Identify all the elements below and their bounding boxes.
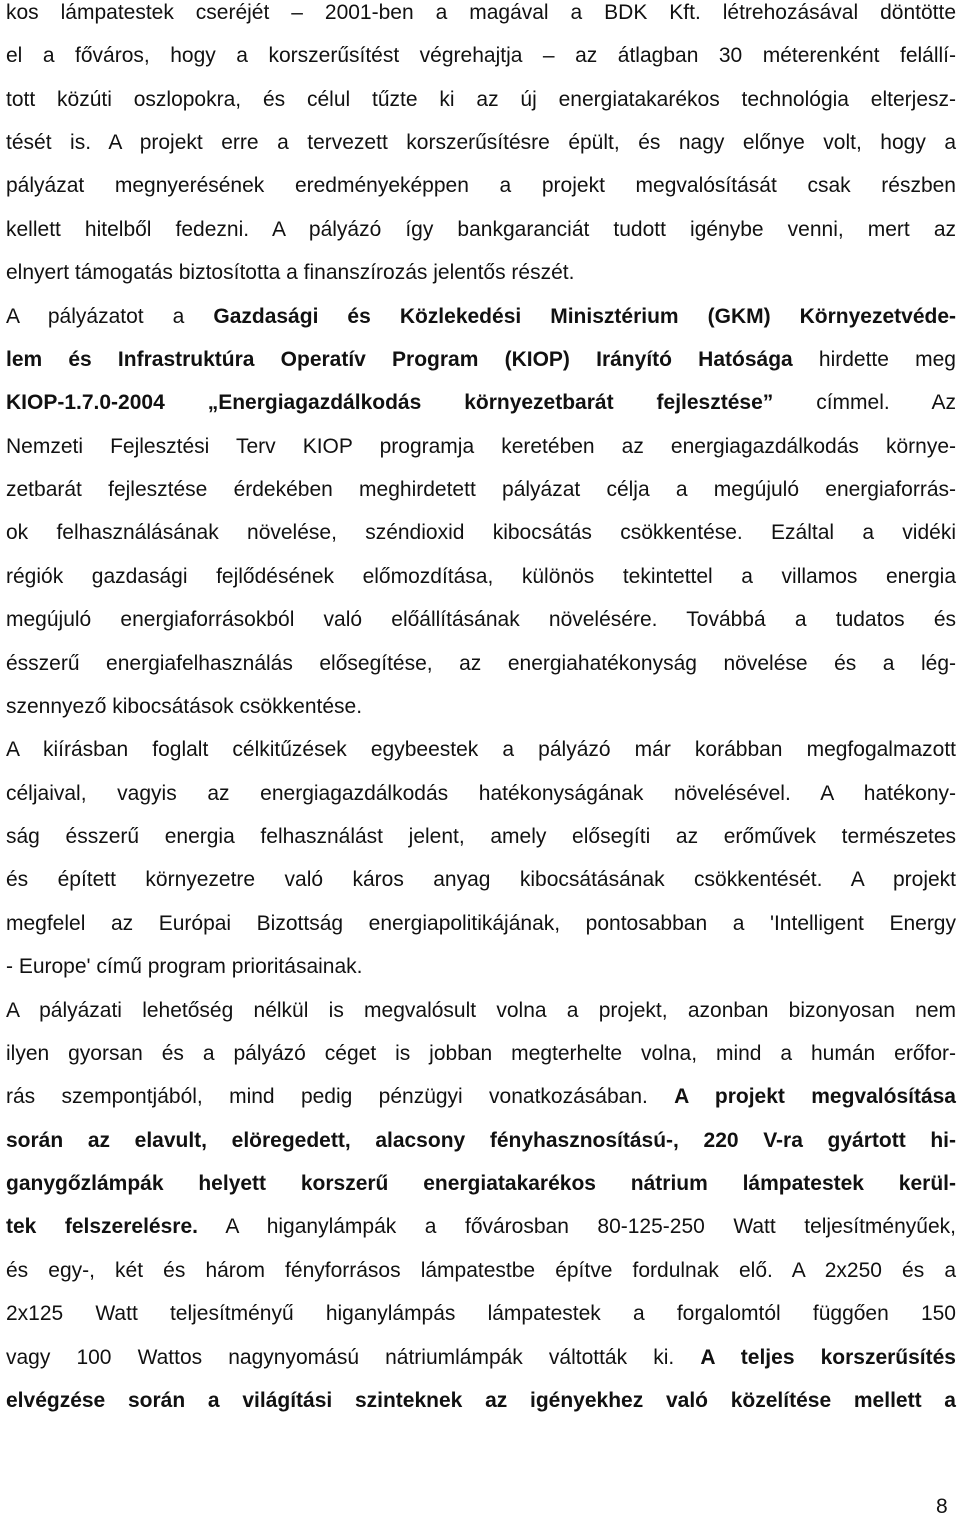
text-line: vagy 100 Wattos nagynyomású nátriumlámpák váltották ki. A teljes korszerűsítés xyxy=(6,1346,956,1369)
text-line: tését is. A projekt erre a tervezett korszerűsítésre épült, és nagy előnye volt, hogy a xyxy=(6,131,956,154)
text-line: tott közúti oszlopokra, és célul tűzte ki az új energiatakarékos technológia elterjesz- xyxy=(6,88,956,111)
text-line: céljaival, vagyis az energiagazdálkodás hatékonyságának növelésével. A hatékony- xyxy=(6,782,956,805)
text-line: elvégzése során a világítási szinteknek az igényekhez való közelítése mellett a xyxy=(6,1389,956,1412)
text-line: elnyert támogatás biztosította a finanszírozás jelentős részét. xyxy=(6,261,575,284)
text-line: ok felhasználásának növelése, széndioxid kibocsátás csökkentése. Ezáltal a vidéki xyxy=(6,521,956,544)
text-line: ganygőzlámpák helyett korszerű energiatakarékos nátrium lámpatestek kerül- xyxy=(6,1172,956,1195)
text-line: A pályázatot a Gazdasági és Közlekedési Minisztérium (GKM) Környezetvéde- xyxy=(6,305,957,328)
text-line: ilyen gyorsan és a pályázó céget is jobban megterhelte volna, mind a humán erőfor- xyxy=(6,1042,956,1065)
text-line: ésszerű energiafelhasználás elősegítése, az energiahatékonyság növelése és a lég- xyxy=(6,652,956,675)
text-line: el a főváros, hogy a korszerűsítést végrehajtja – az átlagban 30 méterenként felállí- xyxy=(6,44,956,67)
text-line: - Europe' című program prioritásainak. xyxy=(6,955,363,978)
page-number: 8 xyxy=(936,1495,948,1518)
text-line: kellett hitelből fedezni. A pályázó így bankgaranciát tudott igénybe venni, mert az xyxy=(6,218,956,241)
text-line: kos lámpatestek cseréjét – 2001-ben a magával a BDK Kft. létrehozásával döntötte xyxy=(6,1,956,24)
text-line: során az elavult, elöregedett, alacsony fényhasznosítású-, 220 V-ra gyártott hi- xyxy=(6,1129,956,1152)
text-line: A kiírásban foglalt célkitűzések egybeestek a pályázó már korábban megfogalmazott xyxy=(6,738,956,761)
text-line: és épített környezetre való káros anyag kibocsátásának csökkentését. A projekt xyxy=(6,868,956,891)
text-line: és egy-, két és három fényforrásos lámpatestbe építve fordulnak elő. A 2x250 és a xyxy=(6,1259,956,1282)
text-line: szennyező kibocsátások csökkentése. xyxy=(6,695,363,718)
text-line: tek felszerelésre. A higanylámpák a fővárosban 80-125-250 Watt teljesítményűek, xyxy=(6,1215,956,1238)
text-line: KIOP-1.7.0-2004 „Energiagazdálkodás környezetbarát fejlesztése” címmel. Az xyxy=(6,391,956,414)
text-line: megújuló energiaforrásokból való előállításának növelésére. Továbbá a tudatos és xyxy=(6,608,956,631)
text-line: lem és Infrastruktúra Operatív Program (KIOP) Irányító Hatósága hirdette meg xyxy=(6,348,956,371)
text-line: A pályázati lehetőség nélkül is megvalósult volna a projekt, azonban bizonyosan nem xyxy=(6,999,956,1022)
text-line: régiók gazdasági fejlődésének előmozdítása, különös tekintettel a villamos energia xyxy=(6,565,956,588)
text-line: megfelel az Európai Bizottság energiapolitikájának, pontosabban a 'Intelligent Energy xyxy=(6,912,956,935)
text-line: ság ésszerű energia felhasználást jelent, amely elősegíti az erőművek természetes xyxy=(6,825,956,848)
text-line: zetbarát fejlesztése érdekében meghirdetett pályázat célja a megújuló energiaforrás- xyxy=(6,478,956,501)
text-line: 2x125 Watt teljesítményű higanylámpás lámpatestek a forgalomtól függően 150 xyxy=(6,1302,956,1325)
text-line: rás szempontjából, mind pedig pénzügyi vonatkozásában. A projekt megvalósítása xyxy=(6,1085,956,1108)
text-line: Nemzeti Fejlesztési Terv KIOP programja keretében az energiagazdálkodás környe- xyxy=(6,435,956,458)
text-line: pályázat megnyerésének eredményeképpen a projekt megvalósítását csak részben xyxy=(6,174,956,197)
